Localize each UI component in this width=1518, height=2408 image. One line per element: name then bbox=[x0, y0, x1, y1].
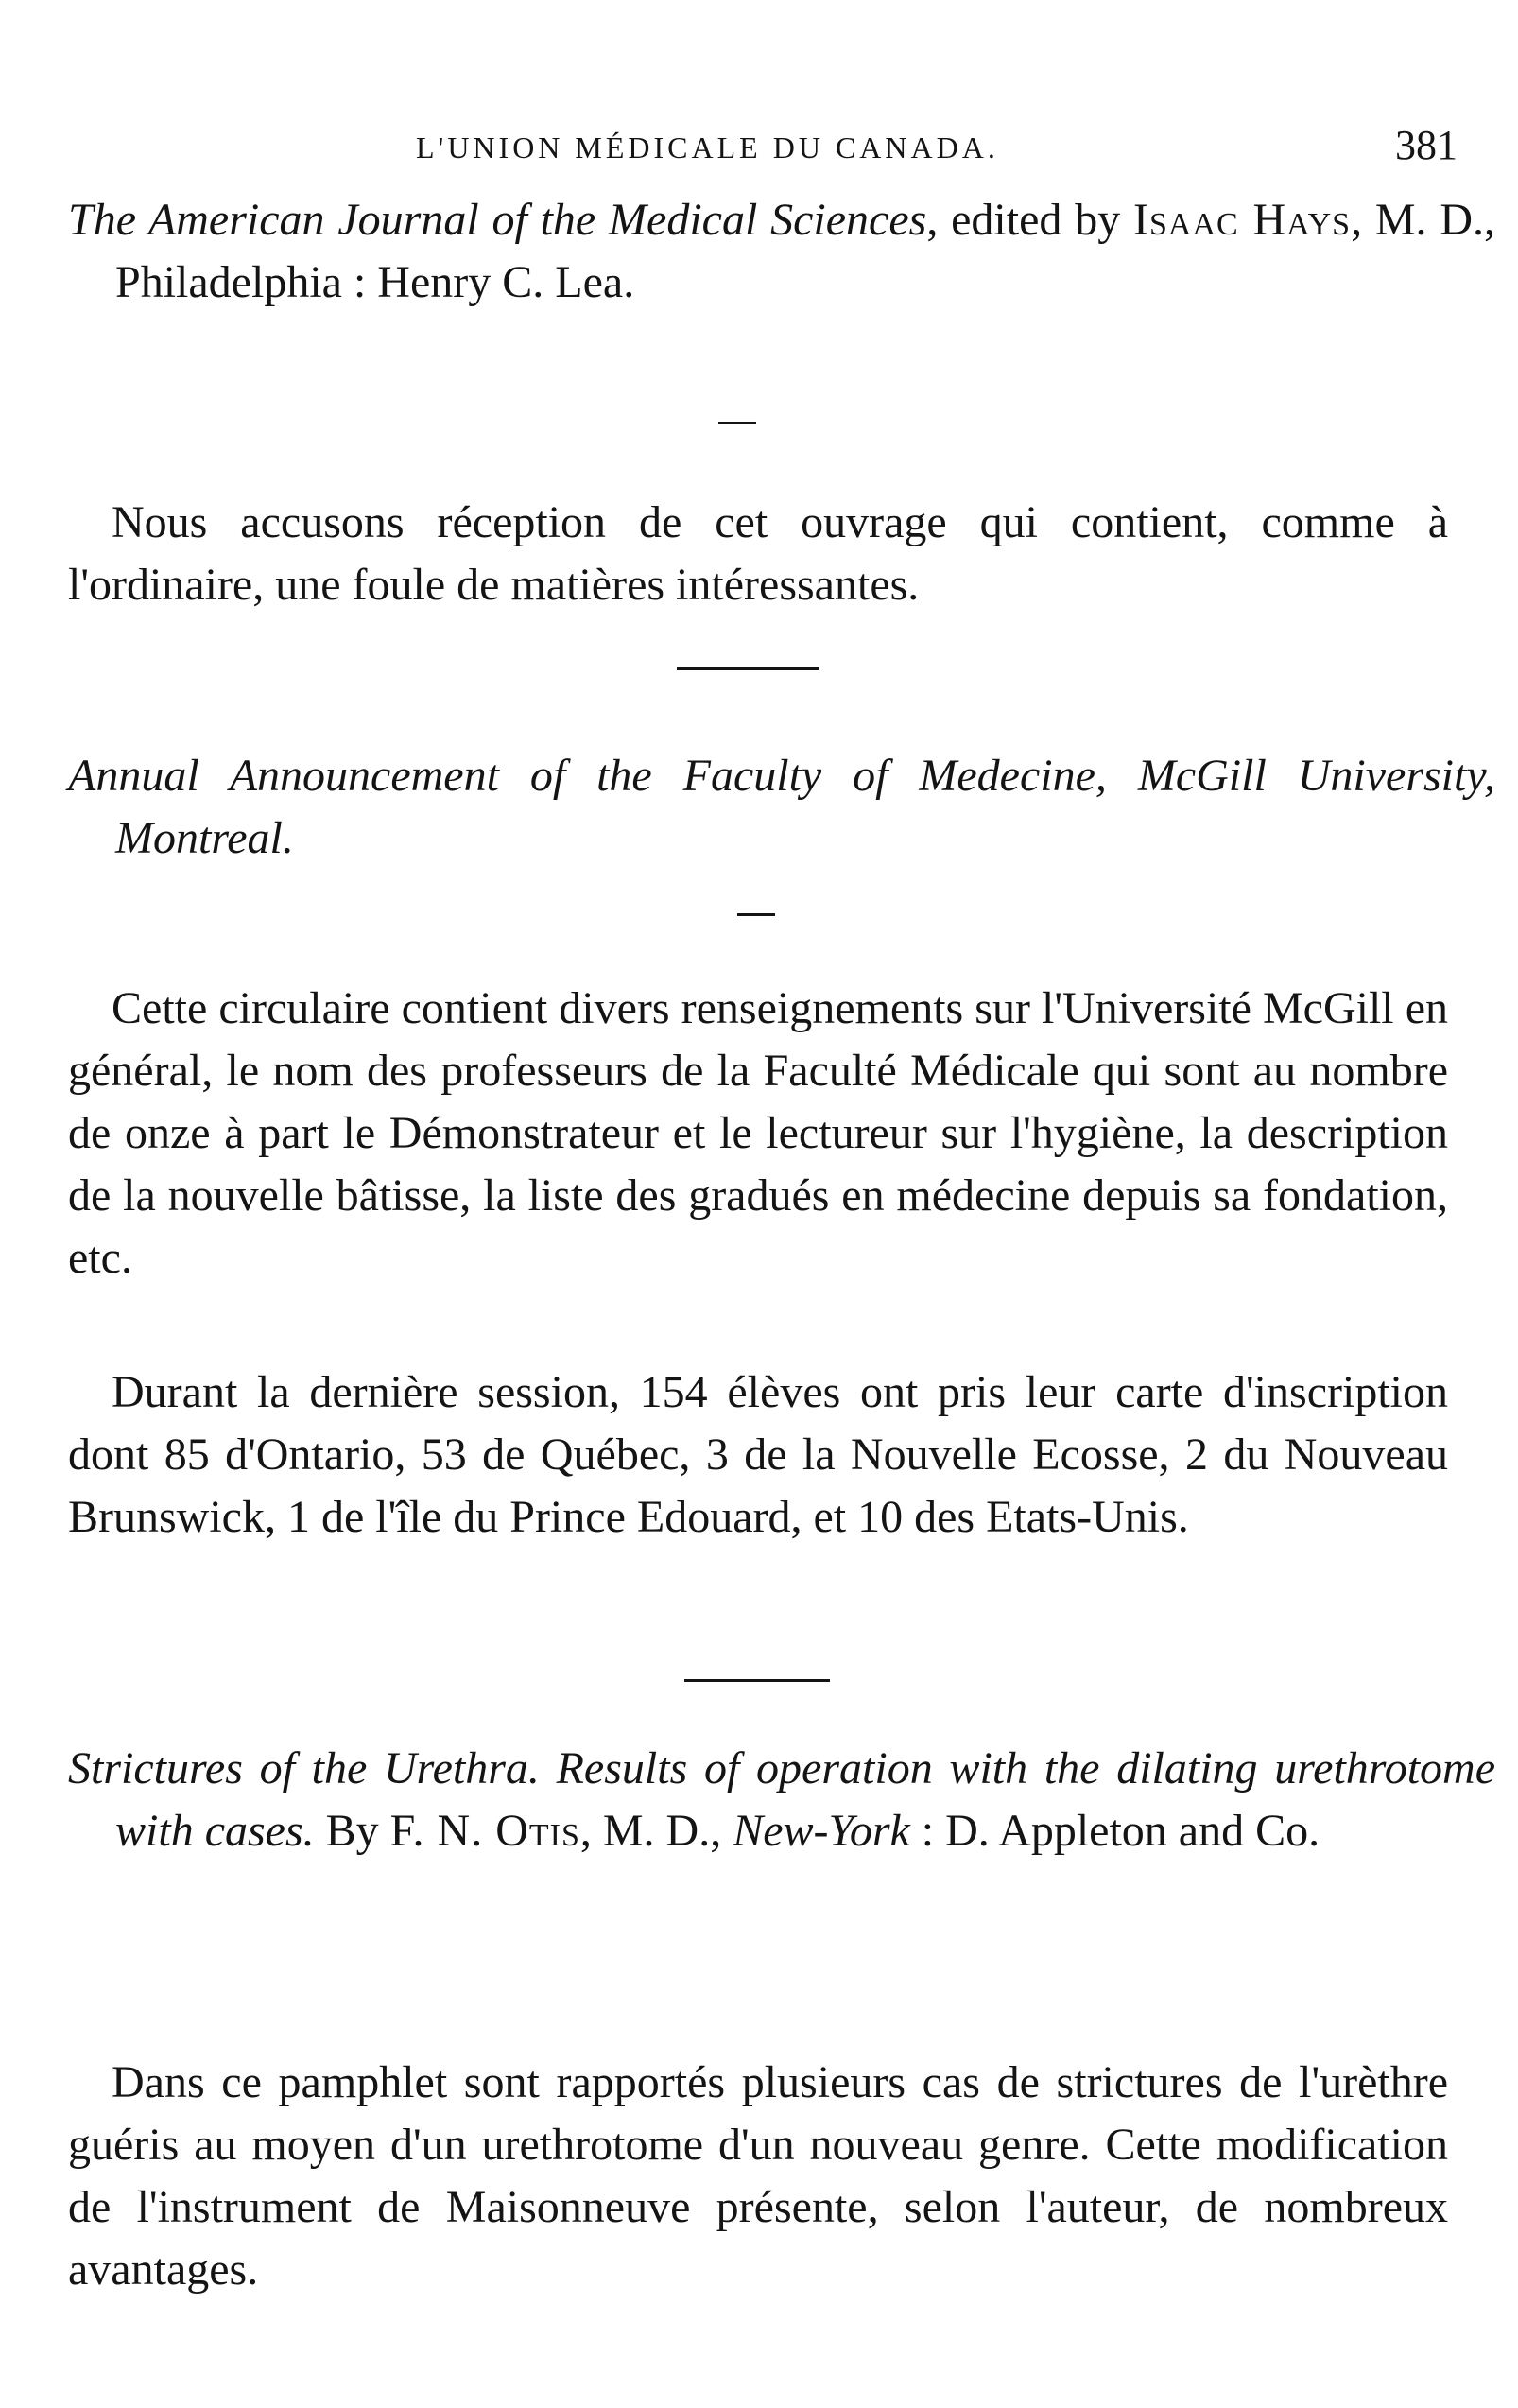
publication-place: New-York bbox=[733, 1806, 910, 1856]
entry-publisher: , M. D., Philadelphia : Henry C. Lea. bbox=[115, 195, 1496, 307]
pamphlet-title: Strictures of the Urethra. Results of operation with the dilating urethrotome with cases. bbox=[68, 1743, 1495, 1856]
entry-publisher: : D. Appleton and Co. bbox=[909, 1806, 1320, 1856]
review-paragraph: Cette circulaire contient divers renseignements sur l'Université McGill en général, le nom des professeurs de la Faculté Médicale qui sont au nombre de onze à part le Démonstrateur et le lectureur sur l'hygiène, la description de la nouvelle bâtisse, la liste des gradués en médecine depuis sa fondation, etc. bbox=[68, 983, 1448, 1283]
entry-text: , edited by bbox=[926, 195, 1134, 245]
bibliographic-entry-pamphlet bbox=[68, 1738, 1495, 1862]
review-paragraph: Nous accusons réception de cet ouvrage qui contient, comme à l'ordinaire, une foule de matières intéressantes. bbox=[68, 497, 1448, 610]
running-head: L'UNION MÉDICALE DU CANADA. bbox=[416, 130, 999, 165]
section-divider bbox=[677, 667, 819, 670]
review-paragraph: Durant la dernière session, 154 élèves ont pris leur carte d'inscription dont 85 d'Ontario, 53 de Québec, 3 de la Nouvelle Ecosse, 2 du Nouveau Brunswick, 1 de l'île du Prince Edouard, et 10 des Etats-Unis. bbox=[68, 1367, 1448, 1542]
section-divider bbox=[737, 913, 775, 916]
journal-title: The American Journal of the Medical Sciences bbox=[68, 195, 927, 245]
page-number: 381 bbox=[1395, 122, 1458, 168]
section-divider bbox=[718, 422, 756, 424]
section-divider bbox=[684, 1679, 830, 1682]
bibliographic-entry-announcement: Annual Announcement of the Faculty of Medecine, McGill University, Montreal. bbox=[68, 751, 1495, 863]
author-name: F. N. Otis bbox=[389, 1806, 580, 1856]
bibliographic-entry-journal bbox=[68, 189, 1495, 314]
entry-text: By bbox=[314, 1806, 390, 1856]
review-paragraph: Dans ce pamphlet sont rapportés plusieurs cas de strictures de l'urèthre guéris au moyen d'un urethrotome d'un nouveau genre. Cette modification de l'instrument de Maisonneuve présente, selon l'auteur, de nombreux avantages. bbox=[68, 2057, 1448, 2295]
entry-text: , M. D., bbox=[579, 1806, 733, 1856]
editor-name: Isaac Hays bbox=[1133, 195, 1352, 245]
